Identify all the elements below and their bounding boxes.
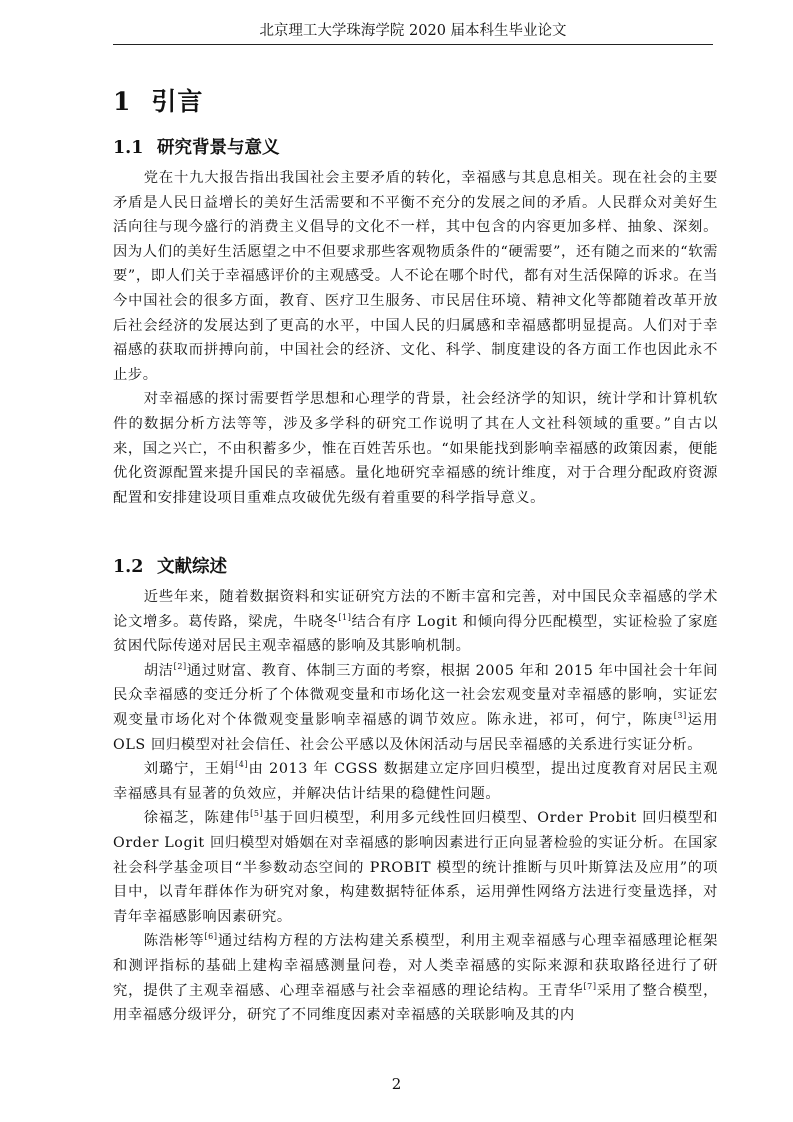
section-number: 1.1: [113, 138, 144, 158]
text: 采用了整合模型，用幸福感分级评分，研究了不同维度因素对幸福感的关联影响及其的内: [113, 982, 718, 1024]
chapter-heading: [113, 82, 203, 118]
text: 通过财富、教育、体制三方面的考察，根据 2005 年和 2015 年中国社会十年间民众幸福感的变迁分析了个体微观变量和市场化这一社会宏观变量对幸福感的影响，实证宏观变量市场化对个体微观变量影响幸福感的调节效应。陈永进，祁可，何宁，陈庚: [113, 662, 719, 728]
section-1-2-body: [113, 585, 718, 1028]
paragraph: [113, 806, 718, 929]
citation: [2]: [173, 662, 187, 672]
citation: [1]: [338, 612, 352, 622]
section-title: 文献综述: [157, 557, 227, 577]
text: 基于回归模型，利用多元线性回归模型、Order Probit 回归模型和 Order Logit 回归模型对婚姻在对幸福感的影响因素进行正向显著检验的实证分析。在国家社会科学基金项目“半参数动态空间的 PROBIT 模型的统计推断与贝叶斯算法及应用”的项目中，以青年群体作为研究对象，构建数据特征体系，运用弹性网络方法进行变量选择，对青年幸福感影响因素研究。: [113, 810, 718, 925]
section-title: 研究背景与意义: [157, 138, 280, 158]
text: 陈浩彬等: [143, 933, 205, 950]
paragraph: [113, 929, 718, 1027]
citation: [6]: [204, 932, 218, 942]
section-heading-1-1: [113, 134, 280, 159]
text: 刘璐宁，王娟: [143, 761, 236, 778]
text: 由 2013 年 CGSS 数据建立定序回归模型，提出过度教育对居民主观幸福感具有显著的负效应，并解决估计结果的稳健性问题。: [113, 761, 718, 802]
chapter-title: 引言: [151, 87, 204, 116]
text: 近些年来，随着数据资料和实证研究方法的不断丰富和完善，对中国民众幸福感的学术论文增多。葛传路，梁虎，牛晓冬: [113, 589, 718, 630]
header-title: 北京理工大学珠海学院 2020 届本科生毕业论文: [259, 23, 567, 39]
page-number: 2: [391, 1075, 402, 1093]
citation: [4]: [235, 760, 249, 770]
page-header: [113, 18, 713, 45]
text: 徐福芝，陈建伟: [143, 810, 251, 827]
section-1-1-body: [113, 166, 718, 510]
text: 运用 OLS 回归模型对社会信任、社会公平感以及休闲活动与居民幸福感的关系进行实证分析。: [113, 711, 718, 753]
citation: [7]: [583, 981, 597, 991]
citation: [5]: [250, 809, 264, 819]
section-heading-1-2: [113, 553, 227, 578]
paragraph: [113, 585, 718, 659]
citation: [3]: [673, 711, 687, 721]
paragraph: 党在十九大报告指出我国社会主要矛盾的转化，幸福感与其息息相关。现在社会的主要矛盾是人民日益增长的美好生活需要和不平衡不充分的发展之间的矛盾。人民群众对美好生活向往与现今盛行的消费主义倡导的文化不一样，其中包含的内容更加多样、抽象、深刻。因为人们的美好生活愿望之中不但要求那些客观物质条件的“硬需要”，还有随之而来的“软需要”，即人们关于幸福感评价的主观感受。人不论在哪个时代，都有对生活保障的诉求。在当今中国社会的很多方面，教育、医疗卫生服务、市民居住环境、精神文化等都随着改革开放后社会经济的发展达到了更高的水平，中国人民的归属感和幸福感都明显提高。人们对于幸福感的获取而拼搏向前，中国社会的经济、文化、科学、制度建设的各方面工作也因此永不止步。: [113, 170, 718, 383]
chapter-number: 1: [113, 87, 132, 116]
text: 胡洁: [143, 662, 174, 679]
paragraph: [113, 659, 718, 757]
paragraph: 对幸福感的探讨需要哲学思想和心理学的背景，社会经济学的知识，统计学和计算机软件的数据分析方法等等，涉及多学科的研究工作说明了其在人文社科领域的重要。”自古以来，国之兴亡，不由积蓄多少，惟在百姓苦乐也。“如果能找到影响幸福感的政策因素，便能优化资源配置来提升国民的幸福感。量化地研究幸福感的统计维度，对于合理分配政府资源配置和安排建设项目重难点攻破优先级有着重要的科学指导意义。: [113, 391, 718, 506]
text: 结合有序 Logit 和倾向得分匹配模型，实证检验了家庭贫困代际传递对居民主观幸福感的影响及其影响机制。: [113, 613, 718, 655]
text: 通过结构方程的方法构建关系模型，利用主观幸福感与心理幸福感理论框架和测评指标的基础上建构幸福感测量问卷，对人类幸福感的实际来源和获取路径进行了研究，提供了主观幸福感、心理幸福感与社会幸福感的理论结构。王青华: [113, 933, 719, 999]
section-number: 1.2: [113, 557, 144, 577]
paragraph: [113, 757, 718, 806]
